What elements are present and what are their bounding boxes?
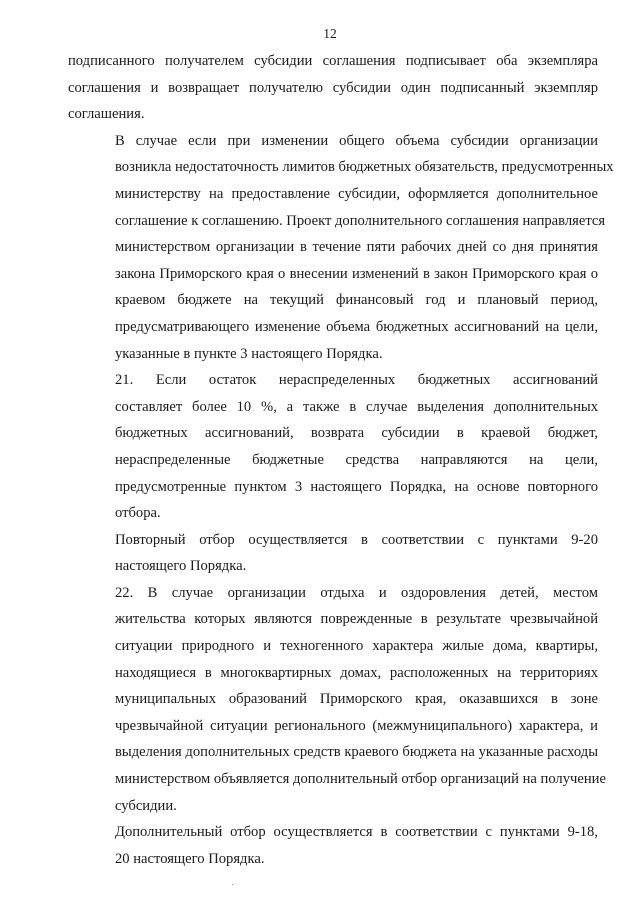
text-line: возникла недостаточность лимитов бюджетных обязательств, предусмотренных: [115, 159, 614, 176]
text-line: настоящего Порядка.: [115, 558, 247, 575]
text-line: указанные в пункте 3 настоящего Порядка.: [115, 345, 383, 362]
text-line: составляет более 10 %, а также в случае выделения дополнительных: [115, 398, 598, 415]
text-line: жительства которых являются поврежденные в результате чрезвычайной: [115, 611, 598, 628]
paragraph-item-22: [68, 580, 606, 819]
text-line: министерством объявляется дополнительный отбор организаций на получение: [115, 771, 606, 788]
text-line: министерством организации в течение пяти рабочих дней со дня принятия: [115, 239, 598, 256]
text-line: выделения дополнительных средств краевого бюджета на указанные расходы: [115, 744, 598, 761]
text-line: отбора.: [115, 505, 161, 522]
text-line: чрезвычайной ситуации регионального (межмуниципального) характера, и: [115, 717, 598, 734]
text-line: нераспределенные бюджетные средства направляются на цели,: [115, 451, 598, 468]
paragraph-item-21: [68, 367, 598, 527]
text-line: соглашение к соглашению. Проект дополнительного соглашения направляется: [115, 212, 606, 229]
text-line: закона Приморского края о внесении изменений в закон Приморского края о: [115, 265, 598, 282]
text-line: ситуации природного и техногенного характера жилые дома, квартиры,: [115, 638, 598, 655]
text-line: находящиеся в многоквартирных домах, расположенных на территориях: [115, 664, 598, 681]
text-line: муниципальных образований Приморского края, оказавшихся в зоне: [115, 691, 598, 708]
text-line: соглашения.: [68, 106, 145, 123]
scan-speck: [232, 884, 233, 885]
document-body: [68, 48, 614, 872]
text-line: 20 настоящего Порядка.: [115, 850, 265, 867]
text-line: 21. Если остаток нераспределенных бюджетных ассигнований: [115, 372, 598, 389]
text-line: краевом бюджете на текущий финансовый год и плановый период,: [115, 292, 598, 309]
text-line: Дополнительный отбор осуществляется в соответствии с пунктами 9-18,: [115, 824, 598, 841]
text-line: субсидии.: [115, 797, 177, 814]
paragraph-additional-selection: [68, 819, 598, 872]
text-line: подписанного получателем субсидии соглашения подписывает оба экземпляра: [68, 53, 598, 69]
page-number: 12: [323, 26, 337, 41]
text-line: соглашения и возвращает получателю субсидии один подписанный экземпляр: [68, 79, 598, 96]
paragraph-shortage: [68, 128, 614, 367]
text-line: предусмотренные пунктом 3 настоящего Порядка, на основе повторного: [115, 478, 598, 495]
text-line: Повторный отбор осуществляется в соответствии с пунктами 9-20: [115, 531, 598, 548]
text-line: предусматривающего изменение объема бюджетных ассигнований на цели,: [115, 318, 598, 335]
paragraph-repeat-selection: [68, 527, 598, 580]
text-line: В случае если при изменении общего объема субсидии организации: [115, 132, 598, 149]
paragraph-continued: [68, 48, 598, 128]
text-line: бюджетных ассигнований, возврата субсидии в краевой бюджет,: [115, 425, 598, 442]
text-line: министерству на предоставление субсидии, оформляется дополнительное: [115, 185, 598, 202]
text-line: 22. В случае организации отдыха и оздоровления детей, местом: [115, 584, 598, 601]
